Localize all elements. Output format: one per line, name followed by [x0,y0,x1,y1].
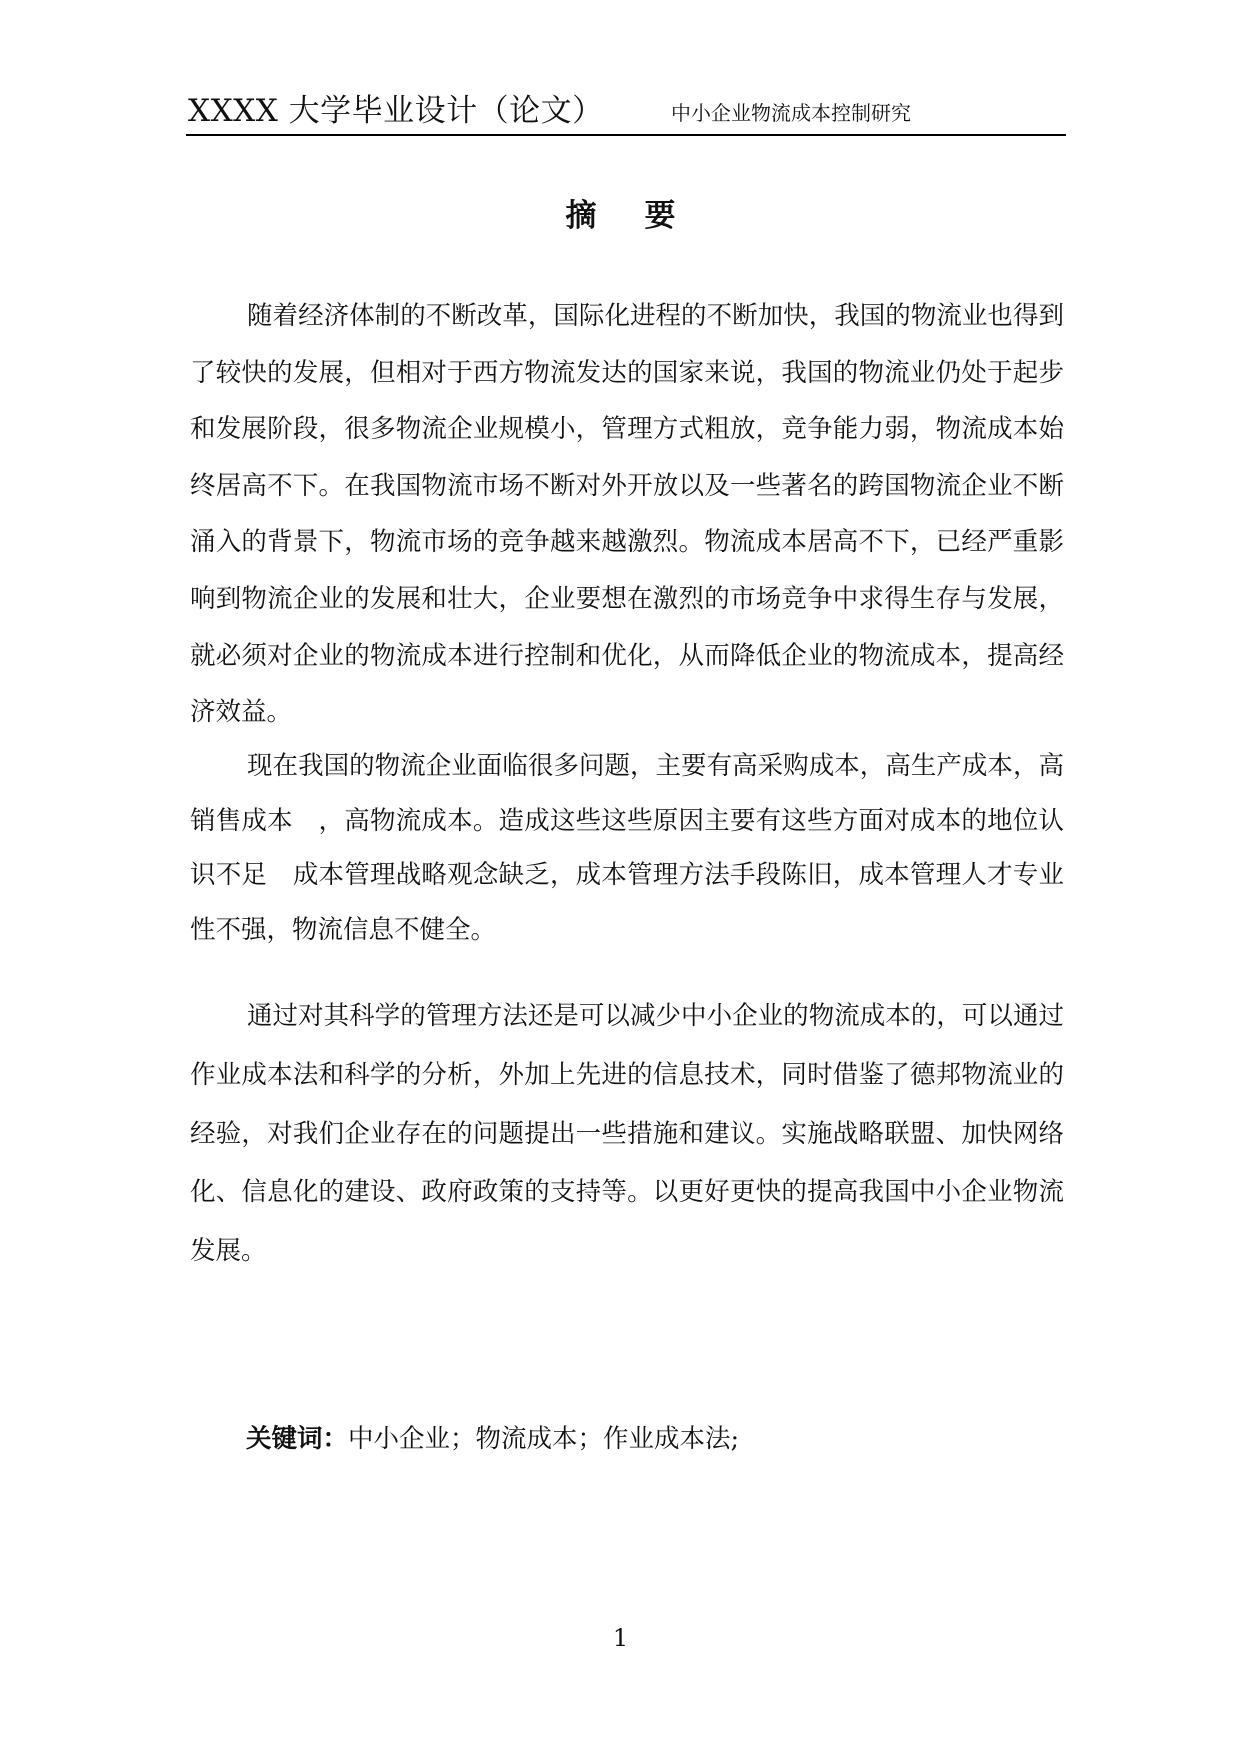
page-header [186,88,1066,136]
header-rule [186,134,1066,136]
header-thesis-title: 中小企业物流成本控制研究 [671,101,911,125]
abstract-title: 摘要 [565,198,724,234]
header-university-title: XXXX 大学毕业设计（论文） [188,93,604,129]
keywords-value: 中小企业；物流成本；作业成本法; [348,1424,740,1454]
keywords-line [246,1419,739,1455]
abstract-paragraph-1: 随着经济体制的不断改革，国际化进程的不断加快，我国的物流业也得到了较快的发展，但相对于西方物流发达的国家来说，我国的物流业仍处于起步和发展阶段，很多物流企业规模小，管理方式粗放，竞争能力弱，物流成本始终居高不下。在我国物流市场不断对外开放以及一些著名的跨国物流企业不断涌入的背景下，物流市场的竞争越来越激烈。物流成本居高不下，已经严重影响到物流企业的发展和壮大，企业要想在激烈的市场竞争中求得生存与发展，就必须对企业的物流成本进行控制和优化，从而降低企业的物流成本，提高经济效益。 [190,301,1064,728]
keywords-label: 关键词： [246,1424,349,1454]
abstract-paragraph-3: 通过对其科学的管理方法还是可以减少中小企业的物流成本的，可以通过作业成本法和科学的分析，外加上先进的信息技术，同时借鉴了德邦物流业的经验，对我们企业存在的问题提出一些措施和建议。实施战略联盟、加快网络化、信息化的建设、政府政策的支持等。以更好更快的提高我国中小企业物流发展。 [190,1001,1064,1267]
page-number: 1 [612,1624,629,1652]
abstract-paragraph-2: 现在我国的物流企业面临很多问题，主要有高采购成本，高生产成本，高销售成本 ，高物流成本。造成这些这些原因主要有这些方面对成本的地位认识不足 成本管理战略观念缺乏，成本管理方法手段陈旧，成本管理人才专业性不强，物流信息不健全。 [190,751,1064,945]
